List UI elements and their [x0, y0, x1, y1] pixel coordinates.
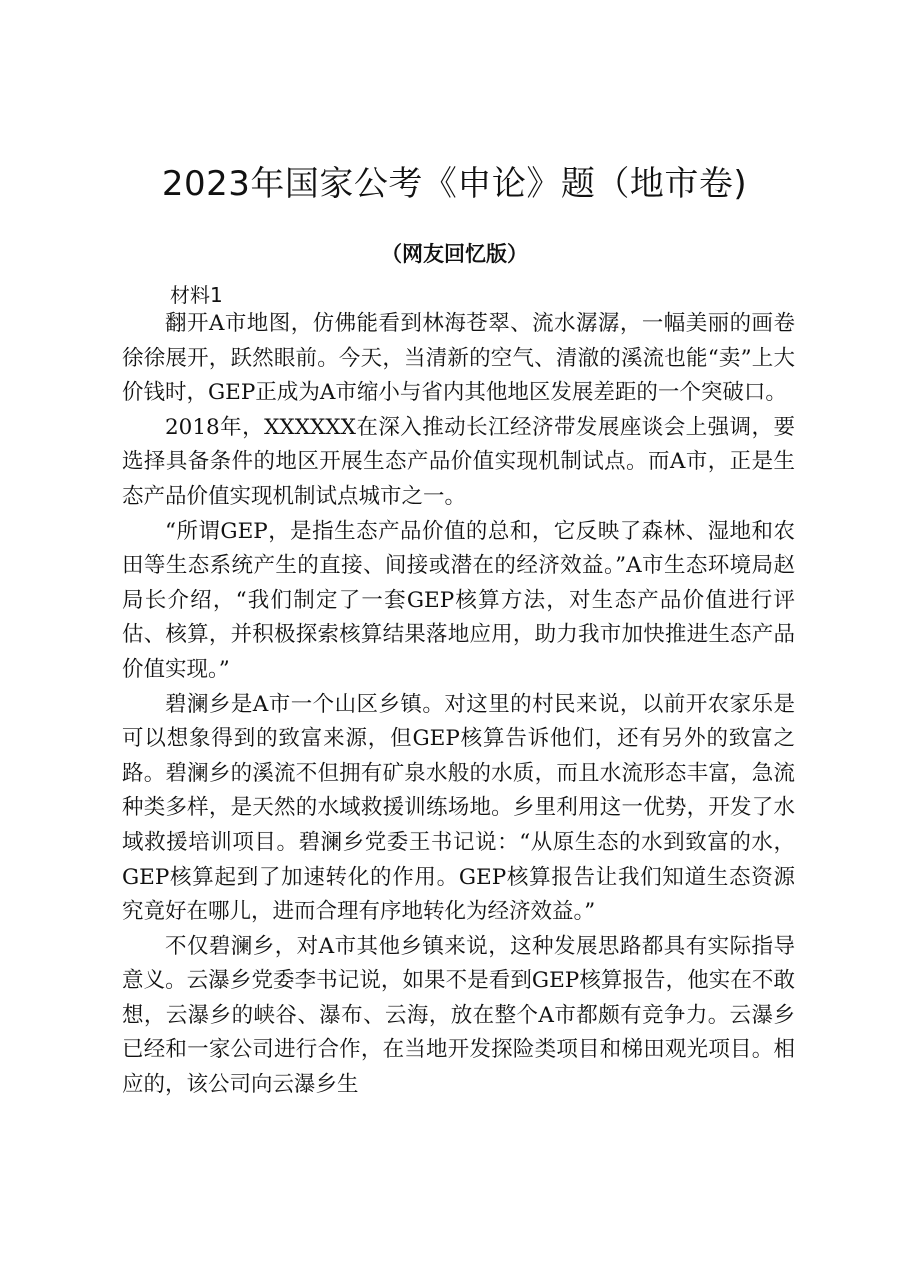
paragraph-5: 不仅碧澜乡，对A市其他乡镇来说，这种发展思路都具有实际指导意义。云瀑乡党委李书记说，如果不是看到GEP核算报告，他实在不敢想，云瀑乡的峡谷、瀑布、云海，放在整个A市都颇有竞争力。云瀑乡已经和一家公司进行合作，在当地开发探险类项目和梯田观光项目。相应的，该公司向云瀑乡生	[122, 933, 795, 1098]
paragraph-1: 翻开A市地图，仿佛能看到林海苍翠、流水潺潺，一幅美丽的画卷徐徐展开，跃然眼前。今天，当清新的空气、清澈的溪流也能“卖”上大价钱时，GEP正成为A市缩小与省内其他地区发展差距的一个突破口。	[122, 311, 795, 406]
document-title: 2023年国家公考《申论》题（地市卷)	[161, 164, 748, 204]
material-label: 材料1	[170, 283, 223, 307]
paragraph-3: “所谓GEP，是指生态产品价值的总和，它反映了森林、湿地和农田等生态系统产生的直接、间接或潜在的经济效益。”A市生态环境局赵局长介绍，“我们制定了一套GEP核算方法，对生态产品价值进行评估、核算，并积极探索核算结果落地应用，助力我市加快推进生态产品价值实现。”	[122, 518, 795, 682]
paragraph-2: 2018年，XXXXXX在深入推动长江经济带发展座谈会上强调，要选择具备条件的地区开展生态产品价值实现机制试点。而A市，正是生态产品价值实现机制试点城市之一。	[122, 414, 795, 509]
document-body	[122, 307, 795, 1103]
paragraph-4: 碧澜乡是A市一个山区乡镇。对这里的村民来说，以前开农家乐是可以想象得到的致富来源，但GEP核算告诉他们，还有另外的致富之路。碧澜乡的溪流不但拥有矿泉水般的水质，而且水流形态丰富，急流种类多样，是天然的水域救援训练场地。乡里利用这一优势，开发了水域救援培训项目。碧澜乡党委王书记说：“从原生态的水到致富的水，GEP核算起到了加速转化的作用。GEP核算报告让我们知道生态资源究竟好在哪儿，进而合理有序地转化为经济效益。”	[122, 691, 795, 925]
document-subtitle: （网友回忆版）	[381, 241, 528, 266]
